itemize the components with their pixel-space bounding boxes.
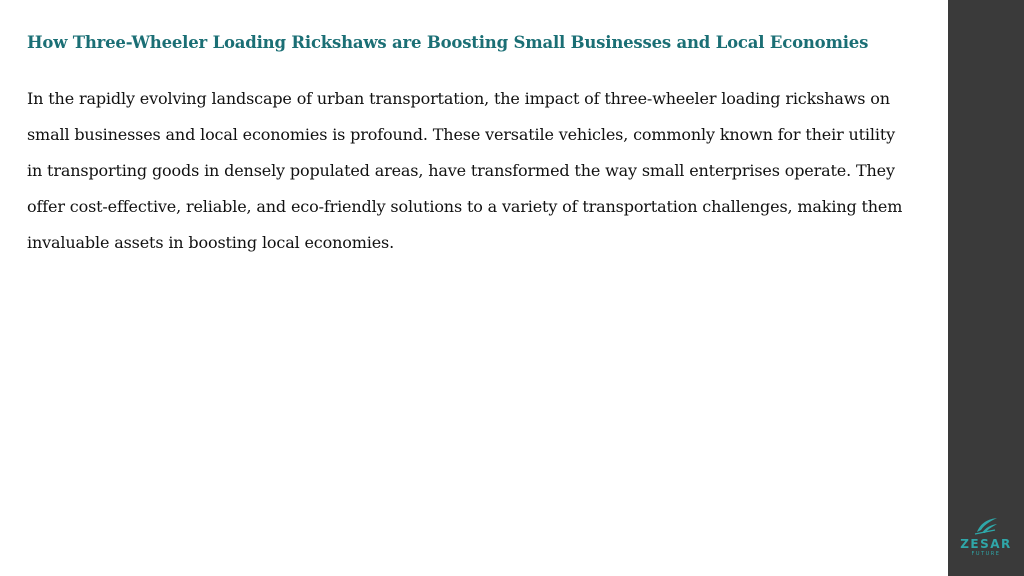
wing-logo-icon <box>973 516 999 536</box>
right-sidebar <box>948 0 1024 576</box>
brand-logo <box>948 516 1024 558</box>
slide-body-text: In the rapidly evolving landscape of urban transportation, the impact of three-wheeler loading rickshaws on small businesses and local economies is profound. These versatile vehicles, commonly known for their utility in transporting goods in densely populated areas, have transformed the way small enterprises operate. They offer cost-effective, reliable, and eco-friendly solutions to a variety of transportation challenges, making them invaluable assets in boosting local economies. <box>27 89 903 252</box>
logo-wordmark: ZESAR <box>960 537 1012 551</box>
slide-title: How Three-Wheeler Loading Rickshaws are Boosting Small Businesses and Local Economies <box>27 33 869 52</box>
logo-subtitle: FUTURE <box>971 551 1001 557</box>
